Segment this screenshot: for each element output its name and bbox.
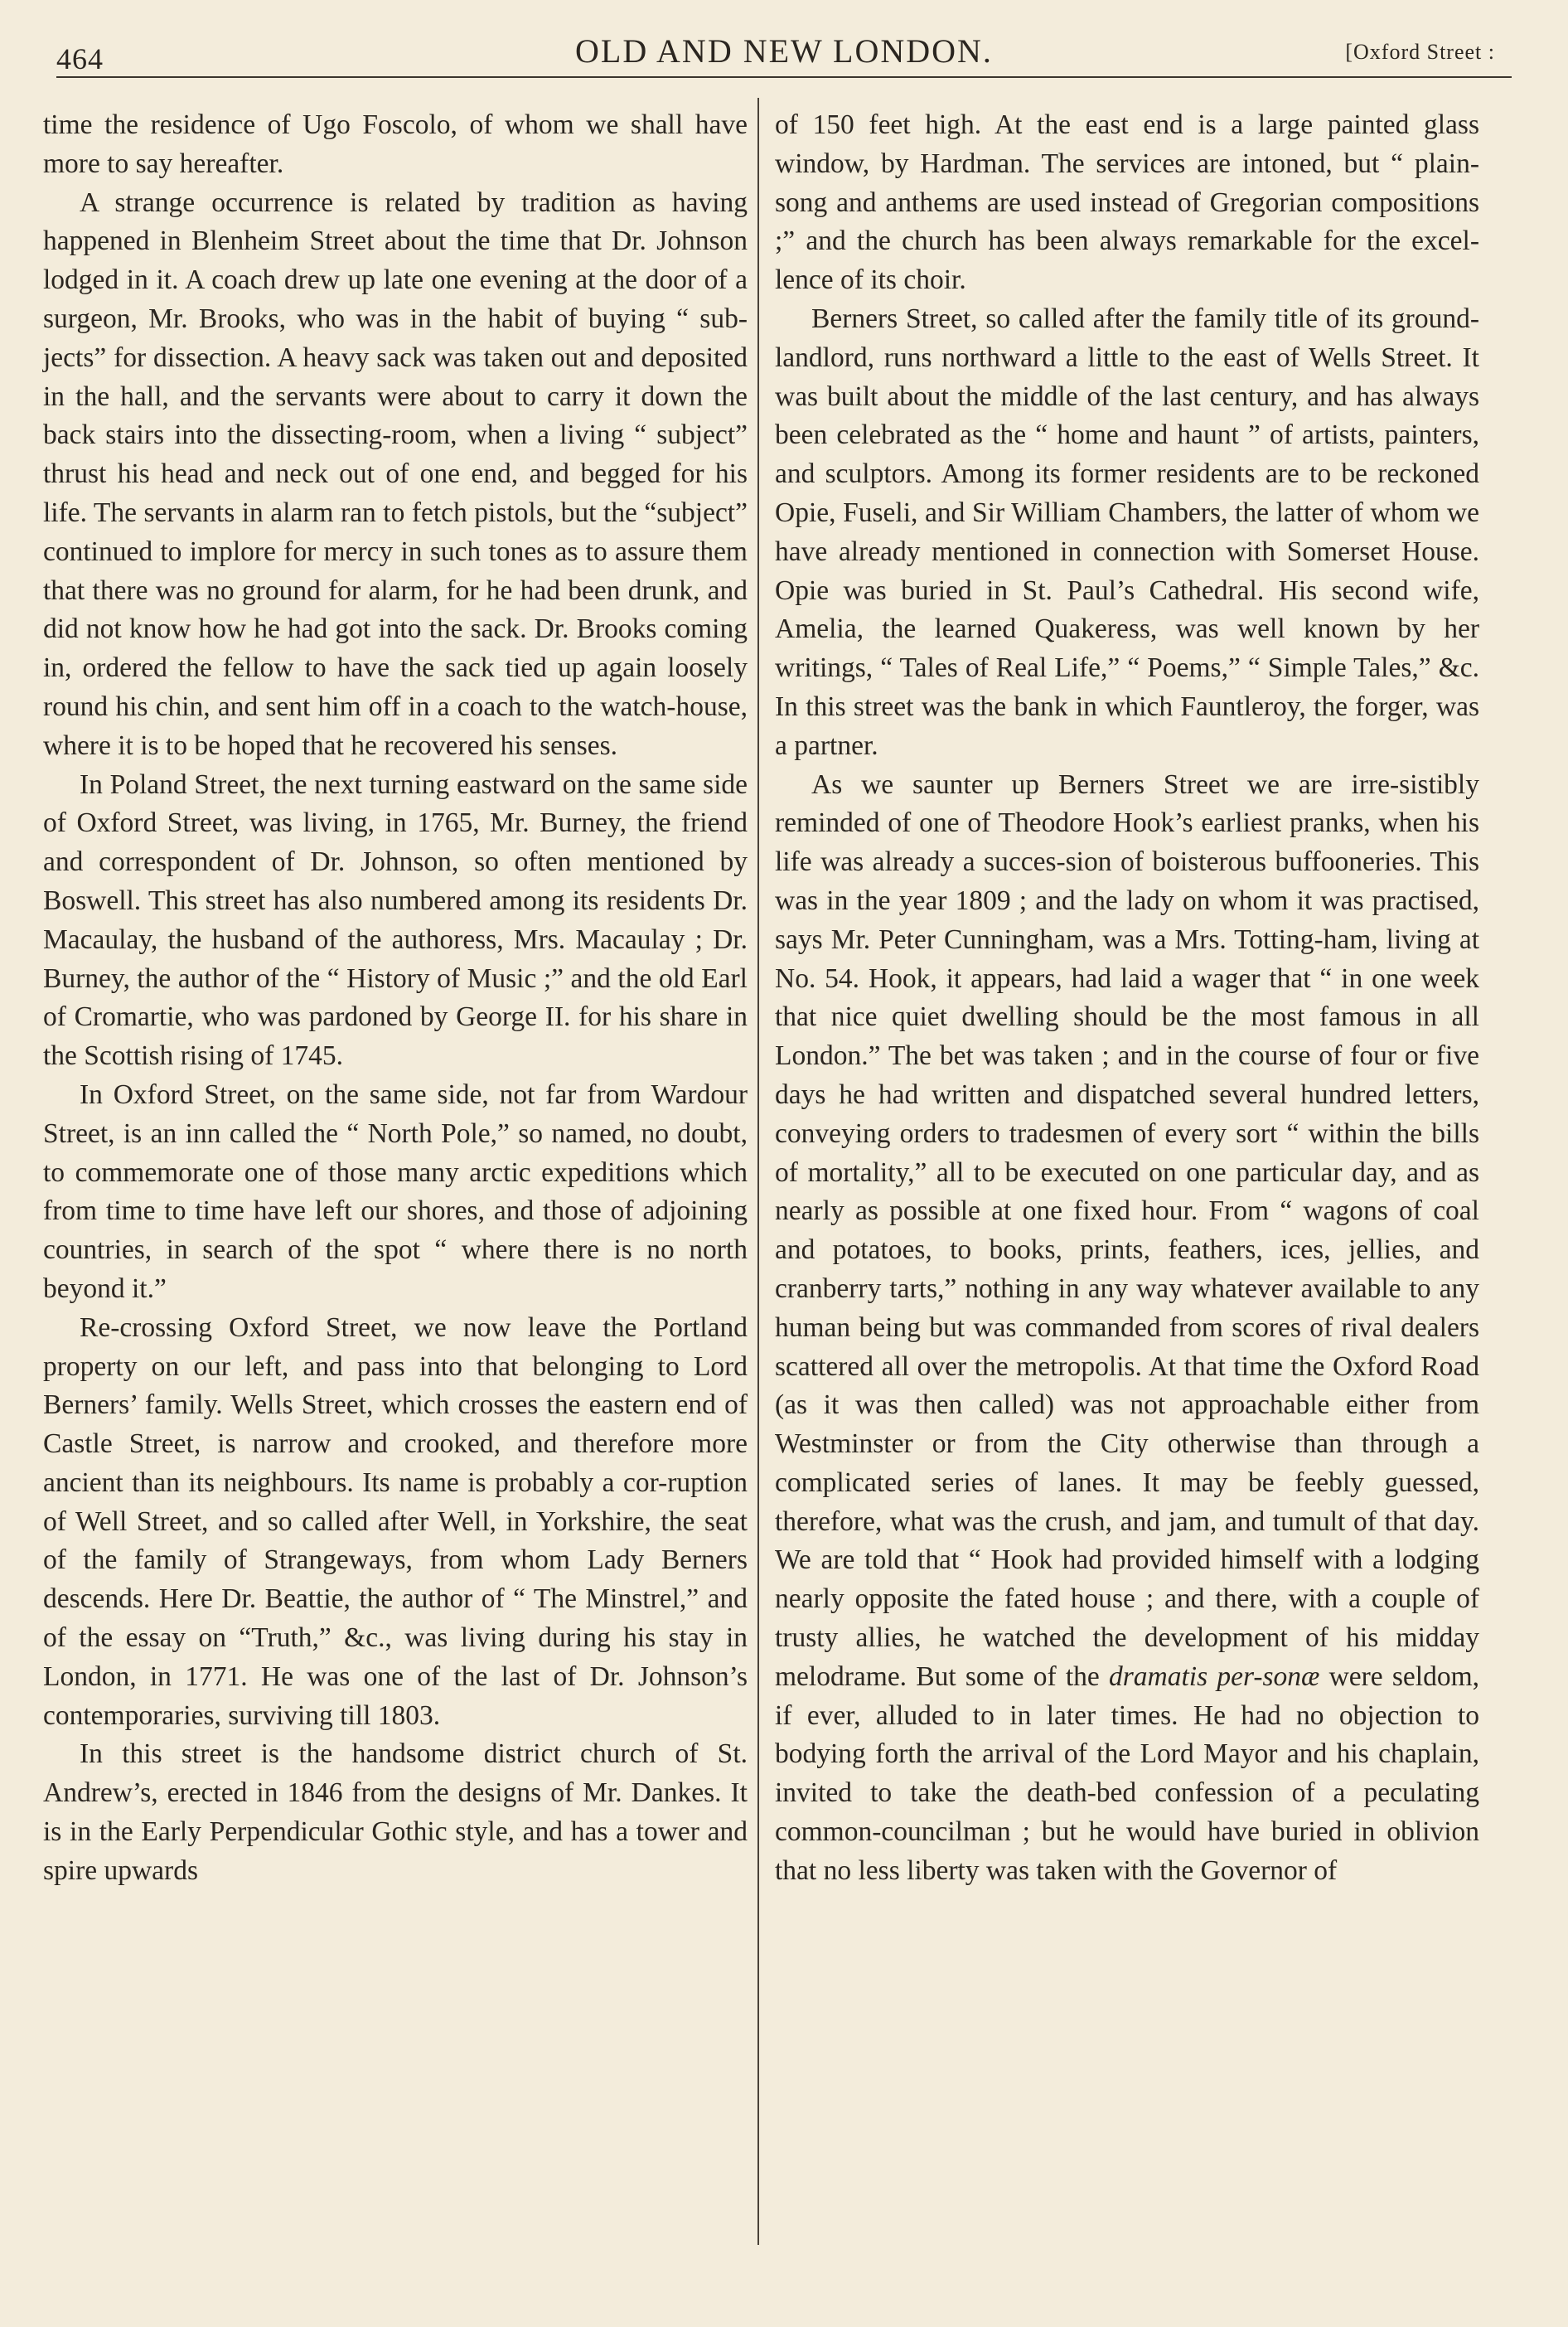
- paragraph: Re-crossing Oxford Street, we now leave the Portland property on our left, and pass into that belonging to Lord Berners’ family. Wells Street, which crosses the eastern end of Castle Street, is narrow and crooked, and therefore more ancient than its neighbours. Its name is probably a cor-ruption of Well Street, and so called after Well, in Yorkshire, the seat of the family of Strangeways, from whom Lady Berners descends. Here Dr. Beattie, the author of “ The Minstrel,” and of the essay on “Truth,” &c., was living during his stay in London, in 1771. He was one of the last of Dr. Johnson’s contemporaries, surviving till 1803.: [43, 1311, 748, 1731]
- section-title: [Oxford Street :: [1345, 40, 1495, 64]
- paragraph-text: As we saunter up Berners Street we are irre-sistibly reminded of one of Theodore Hook’s earliest pranks, when his life was already a succes-sion of boisterous buffooneries. This was in the year 1809 ; and the lady on whom it was practised, says Mr. Peter Cunningham, was a Mrs. Totting-ham, living at No. 54. Hook, it appears, had laid a wager that “ in one week that nice quiet dwelling should be the most famous in all London.” The bet was taken ; and in the course of four or five days he had written and dispatched several hundred letters, conveying orders to tradesmen of every sort “ within the bills of mortality,” all to be executed on one particular day, and as nearly as possible at one fixed hour. From “ wagons of coal and potatoes, to books, prints, feathers, ices, jellies, and cranberry tarts,” nothing in any way whatever available to any human being but was commanded from scores of rival dealers scattered all over the metropolis. At that time the Oxford Road (as it was then called) was not approachable either from Westminster or from the City otherwise than through a complicated series of lanes. It may be feebly guessed, therefore, what was the crush, and jam, and tumult of that day. We are told that “ Hook had provided himself with a lodging nearly opposite the fated house ; and there, with a couple of trusty allies, he watched the development of his midday melodrame. But some of the: [775, 768, 1479, 1692]
- paragraph: In this street is the handsome district church of St. Andrew’s, erected in 1846 from the designs of Mr. Dankes. It is in the Early Perpendicular Gothic style, and has a tower and spire upwards: [43, 1738, 748, 1886]
- italic-phrase: dramatis per-sonæ: [1109, 1660, 1320, 1692]
- paragraph: In Poland Street, the next turning eastward on the same side of Oxford Street, was living, in 1765, Mr. Burney, the friend and correspondent of Dr. Johnson, so often mentioned by Boswell. This street has also numbered among its residents Dr. Macaulay, the husband of the authoress, Mrs. Macaulay ; Dr. Burney, the author of the “ History of Music ;” and the old Earl of Cromartie, who was pardoned by George II. for his share in the Scottish rising of 1745.: [43, 768, 748, 1072]
- page-number: 464: [56, 42, 104, 75]
- paragraph: Berners Street, so called after the family title of its ground-landlord, runs northward a little to the east of Wells Street. It was built about the middle of the last century, and has always been celebrated as the “ home and haunt ” of artists, painters, and sculptors. Among its former residents are to be reckoned Opie, Fuseli, and Sir William Chambers, the latter of whom we have already mentioned in connection with Somerset House. Opie was buried in St. Paul’s Cathedral. His second wife, Amelia, the learned Quakeress, was well known by her writings, “ Tales of Real Life,” “ Poems,” “ Simple Tales,” &c. In this street was the bank in which Fauntleroy, the forger, was a partner.: [775, 303, 1479, 761]
- header-rule: [56, 76, 1512, 78]
- paragraph: [775, 766, 1479, 1891]
- paragraph-text: were seldom, if ever, alluded to in later times. He had no objection to bodying forth the arrival of the Lord Mayor and his chaplain, invited to take the death-bed confession of a peculating common-councilman ; but he would have buried in oblivion that no less liberty was taken with the Governor of: [775, 1660, 1480, 1886]
- column-divider: [757, 98, 759, 2245]
- paragraph: A strange occurrence is related by tradition as having happened in Blenheim Street about the time that Dr. Johnson lodged in it. A coach drew up late one evening at the door of a surgeon, Mr. Brooks, who was in the habit of buying “ sub-jects” for dissection. A heavy sack was taken out and deposited in the hall, and the servants were about to carry it down the back stairs into the dissecting-room, when a living “ subject” thrust his head and neck out of one end, and begged for his life. The servants in alarm ran to fetch pistols, but the “subject” continued to implore for mercy in such tones as to assure them that there was no ground for alarm, for he had been drunk, and did not know how he had got into the sack. Dr. Brooks coming in, ordered the fellow to have the sack tied up again loosely round his chin, and sent him off in a coach to the watch-house, where it is to be hoped that he recovered his senses.: [43, 187, 748, 761]
- page-header: [56, 30, 1512, 80]
- paragraph: time the residence of Ugo Foscolo, of whom we shall have more to say hereafter.: [43, 109, 748, 179]
- paragraph: of 150 feet high. At the east end is a large painted glass window, by Hardman. The services are intoned, but “ plain-song and anthems are used instead of Gregorian compositions ;” and the church has been always remarkable for the excel-lence of its choir.: [775, 109, 1479, 296]
- left-column: [43, 106, 748, 1891]
- paragraph: In Oxford Street, on the same side, not far from Wardour Street, is an inn called the “ North Pole,” so named, no doubt, to commemorate one of those many arctic expeditions which from time to time have left our shores, and those of adjoining countries, in search of the spot “ where there is no north beyond it.”: [43, 1079, 748, 1304]
- right-column: [775, 106, 1479, 1891]
- running-title: OLD AND NEW LONDON.: [575, 32, 993, 70]
